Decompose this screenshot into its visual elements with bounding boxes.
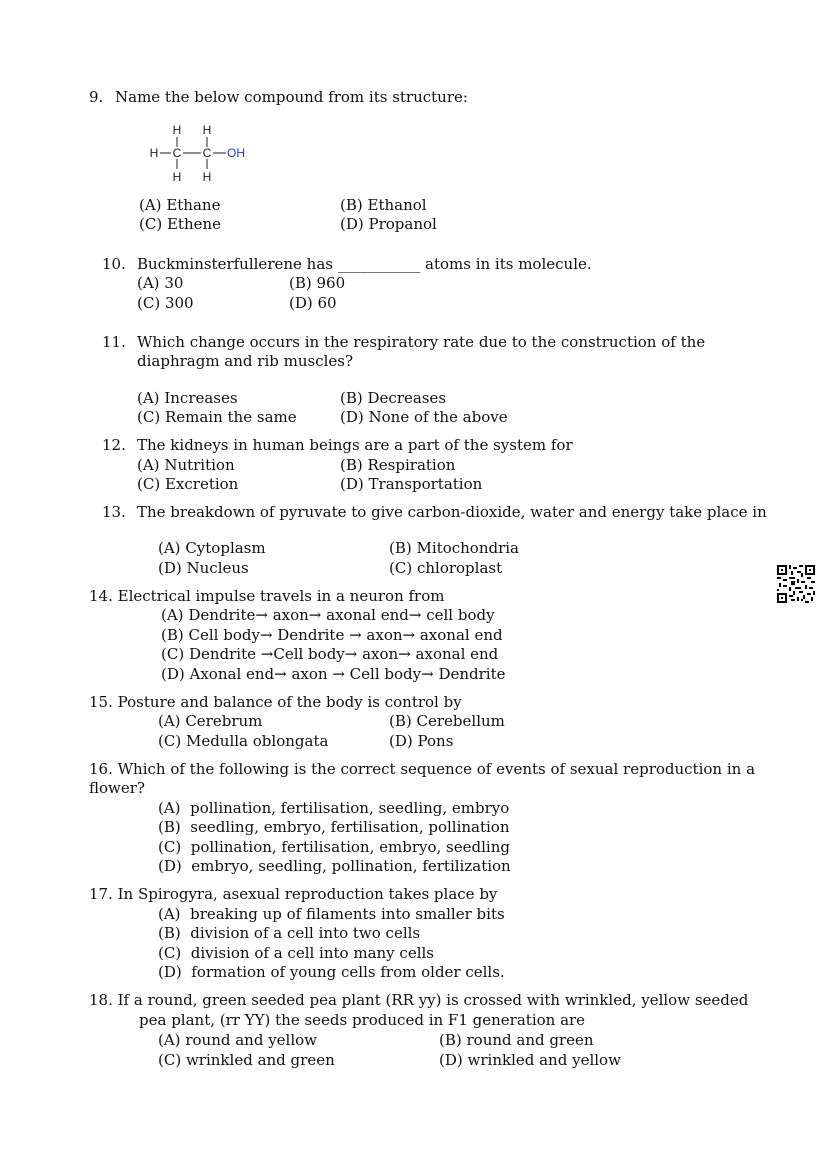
q16-option-c: (C) pollination, fertilisation, embryo, seedling bbox=[158, 838, 510, 856]
q17-option-d: (D) formation of young cells from older cells. bbox=[158, 963, 505, 981]
q9-text: Name the below compound from its structure: bbox=[115, 88, 468, 106]
q14-option-a: (A) Dendrite→ axon→ axonal end→ cell body bbox=[161, 606, 495, 624]
q15-option-c: (C) Medulla oblongata bbox=[158, 732, 329, 750]
atom-c-2: C bbox=[202, 146, 212, 160]
q11-text-line2: diaphragm and rib muscles? bbox=[137, 352, 354, 370]
q13-option-c: (C) chloroplast bbox=[389, 559, 503, 577]
q18-text-line2: pea plant, (rr YY) the seeds produced in F1 generation are bbox=[139, 1011, 586, 1029]
q17-option-a: (A) breaking up of filaments into smaller bits bbox=[158, 905, 505, 923]
atom-h-bottom-2: H bbox=[202, 170, 212, 184]
q10-option-a: (A) 30 bbox=[137, 274, 184, 292]
q14-text: 14. Electrical impulse travels in a neuron from bbox=[89, 587, 445, 605]
q16-text-line2: flower? bbox=[89, 779, 145, 797]
q12-option-b: (B) Respiration bbox=[340, 456, 456, 474]
atom-h-left: H bbox=[149, 146, 159, 160]
q13-option-d: (D) Nucleus bbox=[158, 559, 249, 577]
atom-h-bottom-1: H bbox=[172, 170, 182, 184]
q16-option-b: (B) seedling, embryo, fertilisation, pollination bbox=[158, 818, 510, 836]
q9-option-b: (B) Ethanol bbox=[340, 196, 427, 214]
q11-option-a: (A) Increases bbox=[137, 389, 238, 407]
atom-oh: OH bbox=[227, 146, 245, 160]
q11-number: 11. bbox=[102, 333, 126, 351]
q10-option-c: (C) 300 bbox=[137, 294, 194, 312]
q15-option-d: (D) Pons bbox=[389, 732, 454, 750]
q15-option-a: (A) Cerebrum bbox=[158, 712, 263, 730]
q16-text-line1: 16. Which of the following is the correct sequence of events of sexual reproduction in a bbox=[89, 760, 756, 778]
q12-number: 12. bbox=[102, 436, 126, 454]
q10-number: 10. bbox=[102, 255, 126, 273]
q9-option-d: (D) Propanol bbox=[340, 215, 437, 233]
q9-option-a: (A) Ethane bbox=[139, 196, 221, 214]
q11-option-d: (D) None of the above bbox=[340, 408, 508, 426]
q10-option-d: (D) 60 bbox=[289, 294, 337, 312]
q12-option-d: (D) Transportation bbox=[340, 475, 483, 493]
q17-option-c: (C) division of a cell into many cells bbox=[158, 944, 434, 962]
q16-option-d: (D) embryo, seedling, pollination, fertilization bbox=[158, 857, 511, 875]
q12-option-a: (A) Nutrition bbox=[137, 456, 235, 474]
q13-option-a: (A) Cytoplasm bbox=[158, 539, 266, 557]
q18-option-c: (C) wrinkled and green bbox=[158, 1051, 335, 1069]
q10-option-b: (B) 960 bbox=[289, 274, 346, 292]
ethanol-structure bbox=[146, 122, 258, 184]
q14-option-d: (D) Axonal end→ axon → Cell body→ Dendrite bbox=[161, 665, 506, 683]
q17-text: 17. In Spirogyra, asexual reproduction takes place by bbox=[89, 885, 498, 903]
q16-option-a: (A) pollination, fertilisation, seedling, embryo bbox=[158, 799, 510, 817]
q12-text: The kidneys in human beings are a part of the system for bbox=[137, 436, 573, 454]
atom-h-top-2: H bbox=[202, 123, 212, 137]
q18-text-line1: 18. If a round, green seeded pea plant (RR yy) is crossed with wrinkled, yellow seeded bbox=[89, 991, 749, 1009]
q13-number: 13. bbox=[102, 503, 126, 521]
q9-number: 9. bbox=[89, 88, 104, 106]
q18-option-d: (D) wrinkled and yellow bbox=[439, 1051, 621, 1069]
q11-option-c: (C) Remain the same bbox=[137, 408, 297, 426]
q14-option-b: (B) Cell body→ Dendrite → axon→ axonal end bbox=[161, 626, 503, 644]
q15-text: 15. Posture and balance of the body is control by bbox=[89, 693, 462, 711]
qr-code-icon bbox=[777, 565, 815, 603]
atom-h-top-1: H bbox=[172, 123, 182, 137]
q11-option-b: (B) Decreases bbox=[340, 389, 447, 407]
q14-option-c: (C) Dendrite →Cell body→ axon→ axonal end bbox=[161, 645, 499, 663]
q10-text: Buckminsterfullerene has ___________ atoms in its molecule. bbox=[137, 255, 592, 273]
q15-option-b: (B) Cerebellum bbox=[389, 712, 505, 730]
q17-option-b: (B) division of a cell into two cells bbox=[158, 924, 421, 942]
q18-option-b: (B) round and green bbox=[439, 1031, 594, 1049]
q12-option-c: (C) Excretion bbox=[137, 475, 239, 493]
q9-option-c: (C) Ethene bbox=[139, 215, 222, 233]
atom-c-1: C bbox=[172, 146, 182, 160]
q13-text: The breakdown of pyruvate to give carbon-dioxide, water and energy take place in bbox=[137, 503, 767, 521]
q11-text-line1: Which change occurs in the respiratory rate due to the construction of the bbox=[137, 333, 706, 351]
q18-option-a: (A) round and yellow bbox=[158, 1031, 318, 1049]
q13-option-b: (B) Mitochondria bbox=[389, 539, 519, 557]
